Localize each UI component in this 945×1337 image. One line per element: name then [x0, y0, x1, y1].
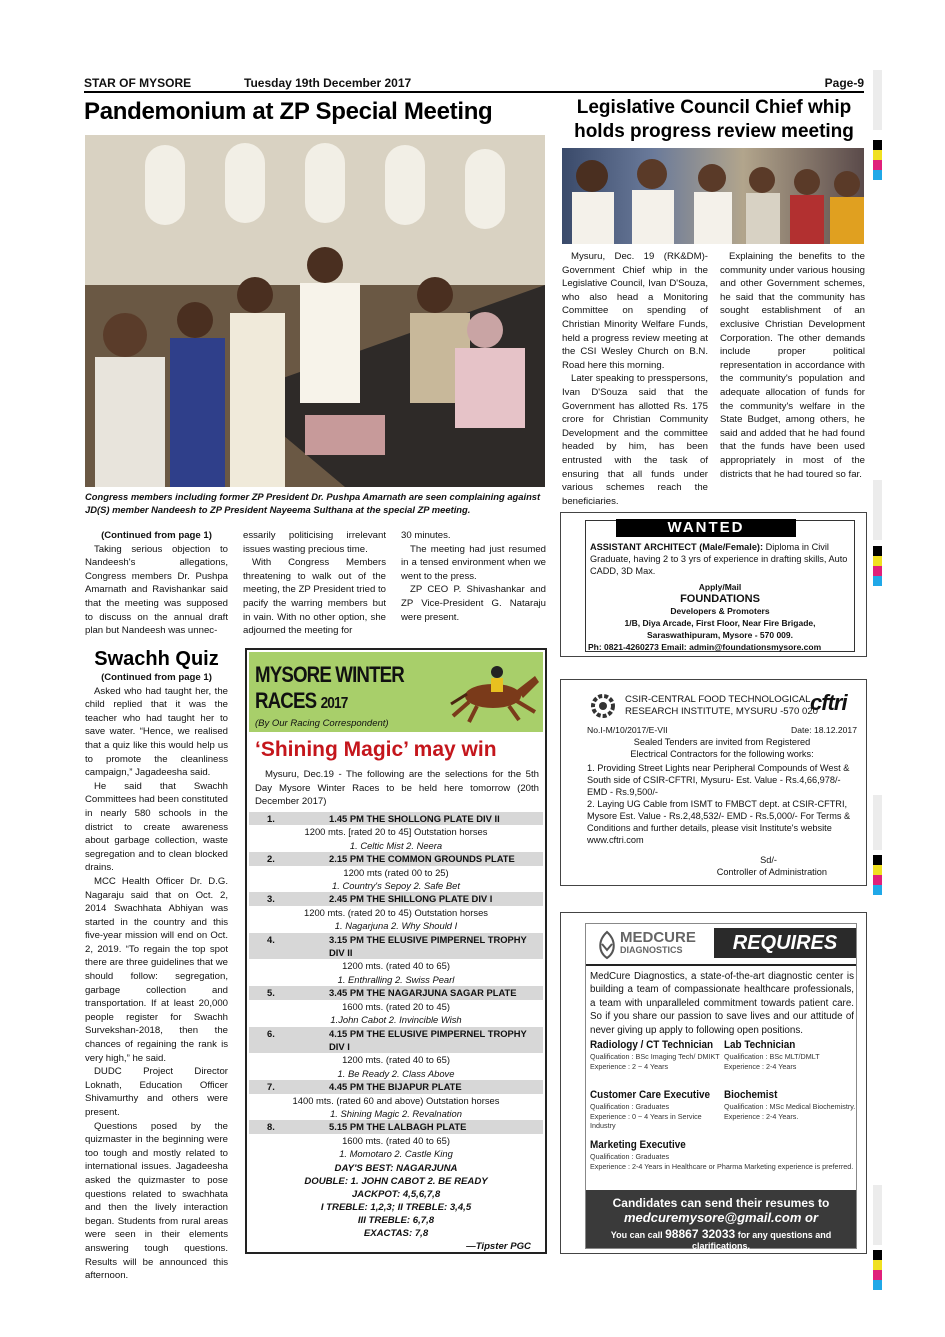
- race-title: 1.45 PM THE SHOLLONG PLATE DIV II: [329, 813, 500, 824]
- color-strip-4: [873, 1250, 882, 1290]
- race-selection: 1. Celtic Mist 2. Neera: [349, 839, 443, 851]
- cftri-logo: cftri: [810, 690, 847, 715]
- council-col1-para-2: Later speaking to presspersons, Ivan D'Souza said that the Government has allotted Rs. 175 crore for Christian Community Development and the committee headed by him, has been entrusted with the task of ensuring that all funds under various schemes reach the beneficiaries.: [562, 373, 708, 507]
- medcure-brand: MEDCURE DIAGNOSTICS: [620, 929, 696, 955]
- race-number: 5.: [267, 987, 275, 999]
- cftri-ref-row: No.I-M/10/2017/E-VII Date: 18.12.2017: [587, 725, 857, 735]
- race-number: 8.: [267, 1121, 275, 1133]
- page-header: [84, 73, 864, 93]
- medcure-inner: [585, 923, 857, 1249]
- race-selection: 1. Shining Magic 2. Revalnation: [330, 1107, 462, 1119]
- quiz-para-5: Questions posed by the quizmaster in the beginning were too tough and mostly related to international issues. Jagadeesha asked the quizmaster to pose questions related to swachhata and then the lively interaction began. Students from rural areas were seen in their elements answering tough questions. Results will be announced this afternoon.: [85, 1120, 228, 1282]
- main-col2-para-2: With Congress Members threatening to walk out of the meeting, the ZP President tried to pacify the warring members but in vain. With no other option, she adjourned the meeting for: [243, 557, 386, 637]
- race-number: 4.: [267, 933, 275, 945]
- medcure-divider: [586, 964, 856, 966]
- races-banner-title: MYSORE WINTER RACES 2017: [255, 662, 404, 713]
- job-title: Customer Care Executive: [590, 1089, 710, 1101]
- race-entry: [249, 986, 543, 1026]
- races-banner: [249, 652, 543, 732]
- page-number: Page-9: [824, 76, 864, 90]
- council-headline: Legislative Council Chief whip holds progress review meeting: [574, 97, 854, 142]
- wanted-contact: Apply/Mail FOUNDATIONS Developers & Promoters 1/B, Diya Arcade, First Floor, Near Fire Brigade, Saraswathipuram, Mysore - 570 009. Ph: 0821-4260273 Email: admin@foundationsmysore.com: [588, 582, 822, 652]
- job-listing: [724, 1038, 858, 1071]
- grey-strip-2: [873, 480, 882, 540]
- job-experience: Experience : 0 ~ 4 Years in Service Industry: [590, 1111, 702, 1130]
- treble-3: III TREBLE: 6,7,8: [357, 1215, 435, 1226]
- wanted-desc: ASSISTANT ARCHITECT (Male/Female): Diploma in Civil Graduate, having 2 to 3 yrs of experience in drafting skills, Auto CADD, 3D Max.: [590, 542, 848, 576]
- job-experience: Experience : 2-4 Years in Healthcare or Pharma Marketing experience is preferred.: [590, 1161, 854, 1171]
- medcure-logo-icon: [594, 930, 620, 960]
- medcure-requires: REQUIRES: [714, 928, 856, 958]
- race-title-row: [249, 1027, 543, 1054]
- races-byline: (By Our Racing Correspondent): [255, 718, 389, 729]
- race-title-row: [249, 933, 543, 960]
- grey-strip-4: [873, 1185, 882, 1245]
- race-desc: 1200 mts. [rated 20 to 45] Outstation horses: [304, 826, 488, 838]
- job-experience: Experience : 2-4 Years: [724, 1061, 797, 1071]
- wanted-ad: [560, 512, 867, 657]
- medcure-jobs: [590, 1038, 856, 1198]
- council-col-2: [720, 250, 865, 481]
- quiz-headline: Swachh Quiz: [94, 648, 219, 670]
- race-entry: [249, 1120, 543, 1160]
- job-title: Marketing Executive: [590, 1139, 686, 1151]
- cftri-inner: [585, 688, 857, 878]
- meeting-photo: [85, 135, 545, 487]
- job-experience: Experience : 2-4 Years.: [724, 1111, 799, 1121]
- race-number: 3.: [267, 893, 275, 905]
- cftri-ad: [560, 679, 867, 886]
- main-col3-para-3: ZP CEO P. Shivashankar and ZP Vice-President G. Nataraju were present.: [401, 584, 546, 623]
- race-title: 5.15 PM THE LALBAGH PLATE: [329, 1121, 467, 1133]
- race-selection: 1.John Cabot 2. Invincible Wish: [330, 1014, 462, 1026]
- race-desc: 1200 mts. (rated 40 to 65): [342, 1054, 450, 1066]
- race-entry: [249, 933, 543, 987]
- job-qualification: Qualification : Graduates: [590, 1152, 670, 1161]
- main-col3-para-2: The meeting had just resumed in a tensed environment when we went to the press.: [401, 543, 546, 582]
- races-list: [249, 812, 543, 1161]
- job-qualification: Qualification : BSc MLT/DMLT: [724, 1052, 820, 1061]
- council-col1-para-1: Mysuru, Dec. 19 (RK&DM)- Government Chief whip in the Legislative Council, Ivan D'Souza, who also head a Monitoring Committee on spending of Christian Minority Welfare Funds, held a progress review meeting at the CSI Wesley Church on B.N. Road here this morning.: [562, 251, 708, 371]
- council-col2-para-1: Explaining the benefits to the community under various housing and other Government schemes, he said that the community has sought establishment of an exclusive Christian Development Corporation. The other demands include proper political representation in accordance with the community's population and adequate allocation of funds for the community's welfare in the State Budget, among others, he said and added that he had found that the funds have been used appropriately in most of the districts that he had toured so far.: [720, 251, 865, 480]
- race-desc: 1600 mts. (rated 20 to 45): [342, 1000, 450, 1012]
- paper-name: STAR OF MYSORE: [84, 76, 192, 90]
- race-selection: 1. Enthralling 2. Swiss Pearl: [337, 973, 455, 985]
- race-number: 6.: [267, 1027, 275, 1039]
- race-desc: 1200 mts. (rated 40 to 65): [342, 960, 450, 972]
- grey-strip-3: [873, 795, 882, 850]
- wanted-ad-inner: [585, 520, 855, 652]
- main-col-2: [243, 529, 386, 638]
- job-experience: Experience : 2 ~ 4 Years: [590, 1061, 669, 1071]
- job-title: Lab Technician: [724, 1039, 796, 1051]
- wanted-title: WANTED: [616, 519, 796, 537]
- race-title: 2.45 PM THE SHILLONG PLATE DIV I: [329, 893, 493, 905]
- race-title-row: [249, 852, 543, 865]
- medcure-ad: [560, 912, 867, 1254]
- race-selection: 1. Country's Sepoy 2. Safe Bet: [332, 880, 460, 892]
- race-selection: 1. Nagarjuna 2. Why Should I: [334, 920, 458, 932]
- main-col-1: [85, 529, 228, 638]
- race-desc: 1600 mts. (rated 40 to 65): [342, 1134, 450, 1146]
- job-listing: [590, 1038, 724, 1071]
- quiz-article: [85, 671, 228, 1283]
- job-listing: [724, 1088, 858, 1121]
- job-title: Biochemist: [724, 1089, 778, 1101]
- quiz-para-4: DUDC Project Director Loknath, Education Officer Shivamurthy and others were present.: [85, 1066, 228, 1118]
- cftri-sign: Sd/- Controller of Administration: [716, 855, 827, 877]
- races-box: [245, 648, 547, 1254]
- grey-strip-1: [873, 70, 882, 130]
- main-col-3: [401, 529, 546, 624]
- double: DOUBLE: 1. JOHN CABOT 2. BE READY: [304, 1176, 488, 1187]
- quiz-para-2: He said that Swachh Committees had been constituted in nearly 580 schools in the district to create awareness about garbage collection, waste segregation and to clean blocked drains.: [85, 780, 228, 874]
- job-qualification: Qualification : MSc Medical Biochemistry.: [724, 1102, 856, 1111]
- races-intro: Mysuru, Dec.19 - The following are the selections for the 5th Day Mysore Winter Races to be held here tomorrow (20th December 2017): [255, 769, 539, 808]
- cftri-org: CSIR-CENTRAL FOOD TECHNOLOGICAL RESEARCH INSTITUTE, MYSURU -570 020: [625, 694, 818, 717]
- quiz-para-3: MCC Health Officer Dr. D.G. Nagaraju said that on Oct. 2, 2014 Swachhata Abhiyan was started in the country and this five-year mission will end on Oct. 2, 2019. “To regain the top spot there are three guidelines that we should follow: segregation, garbage collection and transportation. If at least 20,000 people register for Swachh Survekshan-2018, then the chances of regaining the rank is very high,” he said.: [85, 875, 228, 1064]
- cftri-items: 1. Providing Street Lights near Peripheral Compounds of West & South side of CSIR-CFTRI, Mysuru- Est. Value - Rs.4,66,978/- EMD - Rs.9,500/- 2. Laying UG Cable from ISMT to FMBCT dept. at CSIR-CFTRI, Mysore Est. Value - Rs.2,48,532/- EMD - Rs.5,000/- For Terms & Conditions and further details, please visit Institute's website www.cftri.com: [587, 763, 851, 845]
- race-title: 4.45 PM THE BIJAPUR PLATE: [329, 1081, 462, 1093]
- medcure-intro: MedCure Diagnostics, a state-of-the-art diagnostic center is building a team of compassionate healthcare professionals, a team with unparalleled commitment towards patient care. So if you share our passion to save lives and our attitude of never giving up apply to following open positions.: [590, 971, 854, 1036]
- main-col1-para: Taking serious objection to Nandeesh's allegations, Congress members Dr. Pushpa Amarnath and Ravishankar said that the meeting was supposed to discuss on the annual draft plan but Nandeesh was unnec-: [85, 543, 228, 637]
- race-number: 1.: [267, 813, 275, 824]
- council-photo: [562, 148, 864, 244]
- job-title: Radiology / CT Technician: [590, 1039, 714, 1051]
- race-title-row: [249, 1080, 543, 1093]
- race-title: 4.15 PM THE ELUSIVE PIMPERNEL TROPHY DIV I: [329, 1027, 527, 1052]
- days-best: DAY'S BEST: NAGARJUNA: [334, 1163, 458, 1174]
- quiz-para-1: Asked who had taught her, the child replied that it was the teacher who had taught her to save water. “Hence, we realised that a quiz like this would help us to promote the cleanliness campaign,” Jagadeesha said.: [85, 685, 228, 779]
- cftri-intro: Sealed Tenders are invited from Registered Electrical Contractors for the following works:: [630, 737, 814, 759]
- medcure-footer: Candidates can send their resumes to medcuremysore@gmail.com or You can call 98867 32033 for any questions and clarifications.: [586, 1190, 856, 1248]
- main-headline: Pandemonium at ZP Special Meeting: [84, 98, 493, 125]
- continued-label: (Continued from page 1): [101, 530, 212, 541]
- gear-icon: [589, 692, 617, 720]
- race-entry: [249, 1080, 543, 1120]
- race-desc: 1200 mts. (rated 20 to 45) Outstation horses: [304, 906, 488, 918]
- race-entry: [249, 812, 543, 852]
- race-selection: 1. Momotaro 2. Castle King: [339, 1148, 453, 1160]
- race-title-row: [249, 892, 543, 905]
- quiz-continued: (Continued from page 1): [101, 672, 212, 683]
- treble: I TREBLE: 1,2,3; II TREBLE: 3,4,5: [320, 1202, 472, 1213]
- job-qualification: Qualification : BSc Imaging Tech/ DMIKT: [590, 1052, 720, 1061]
- racehorse-icon: [449, 654, 541, 724]
- color-strip-1: [873, 140, 882, 180]
- job-listing: [590, 1138, 856, 1171]
- race-desc: 1400 mts. (rated 60 and above) Outstation horses: [292, 1094, 500, 1106]
- jackpot: JACKPOT: 4,5,6,7,8: [351, 1189, 441, 1200]
- meeting-photo-art: [85, 135, 545, 487]
- issue-date: Tuesday 19th December 2017: [244, 76, 412, 90]
- race-entry: [249, 1027, 543, 1081]
- race-number: 2.: [267, 853, 275, 865]
- race-title: 2.15 PM THE COMMON GROUNDS PLATE: [329, 853, 515, 865]
- race-title: 3.15 PM THE ELUSIVE PIMPERNEL TROPHY DIV II: [329, 933, 527, 959]
- race-title-row: [249, 812, 543, 825]
- color-strip-3: [873, 855, 882, 895]
- race-selection: 1. Be Ready 2. Class Above: [337, 1067, 455, 1079]
- race-entry: [249, 892, 543, 932]
- council-photo-art: [562, 148, 864, 244]
- exactas: EXACTAS: 7,8: [363, 1228, 429, 1239]
- race-title-row: [249, 1120, 543, 1133]
- race-title-row: [249, 986, 543, 999]
- race-title: 3.45 PM THE NAGARJUNA SAGAR PLATE: [329, 987, 517, 999]
- race-number: 7.: [267, 1081, 275, 1093]
- photo-caption: Congress members including former ZP President Dr. Pushpa Amarnath are seen complaining against JD(S) member Nandeesh to ZP President Nayeema Sulthana at the special ZP meeting.: [85, 491, 541, 515]
- tipster: —Tipster PGC: [466, 1241, 531, 1252]
- job-qualification: Qualification : Graduates: [590, 1102, 670, 1111]
- race-entry: [249, 852, 543, 892]
- job-listing: [590, 1088, 724, 1131]
- races-summary: [249, 1162, 543, 1253]
- races-headline: ‘Shining Magic’ may win: [255, 738, 497, 761]
- main-col2-para-1: essarily politicising irrelevant issues wasting precious time.: [243, 530, 386, 555]
- main-col3-para-1: 30 minutes.: [401, 530, 451, 541]
- color-strip-2: [873, 546, 882, 586]
- council-col-1: [562, 250, 708, 508]
- race-desc: 1200 mts (rated 00 to 25): [343, 866, 449, 878]
